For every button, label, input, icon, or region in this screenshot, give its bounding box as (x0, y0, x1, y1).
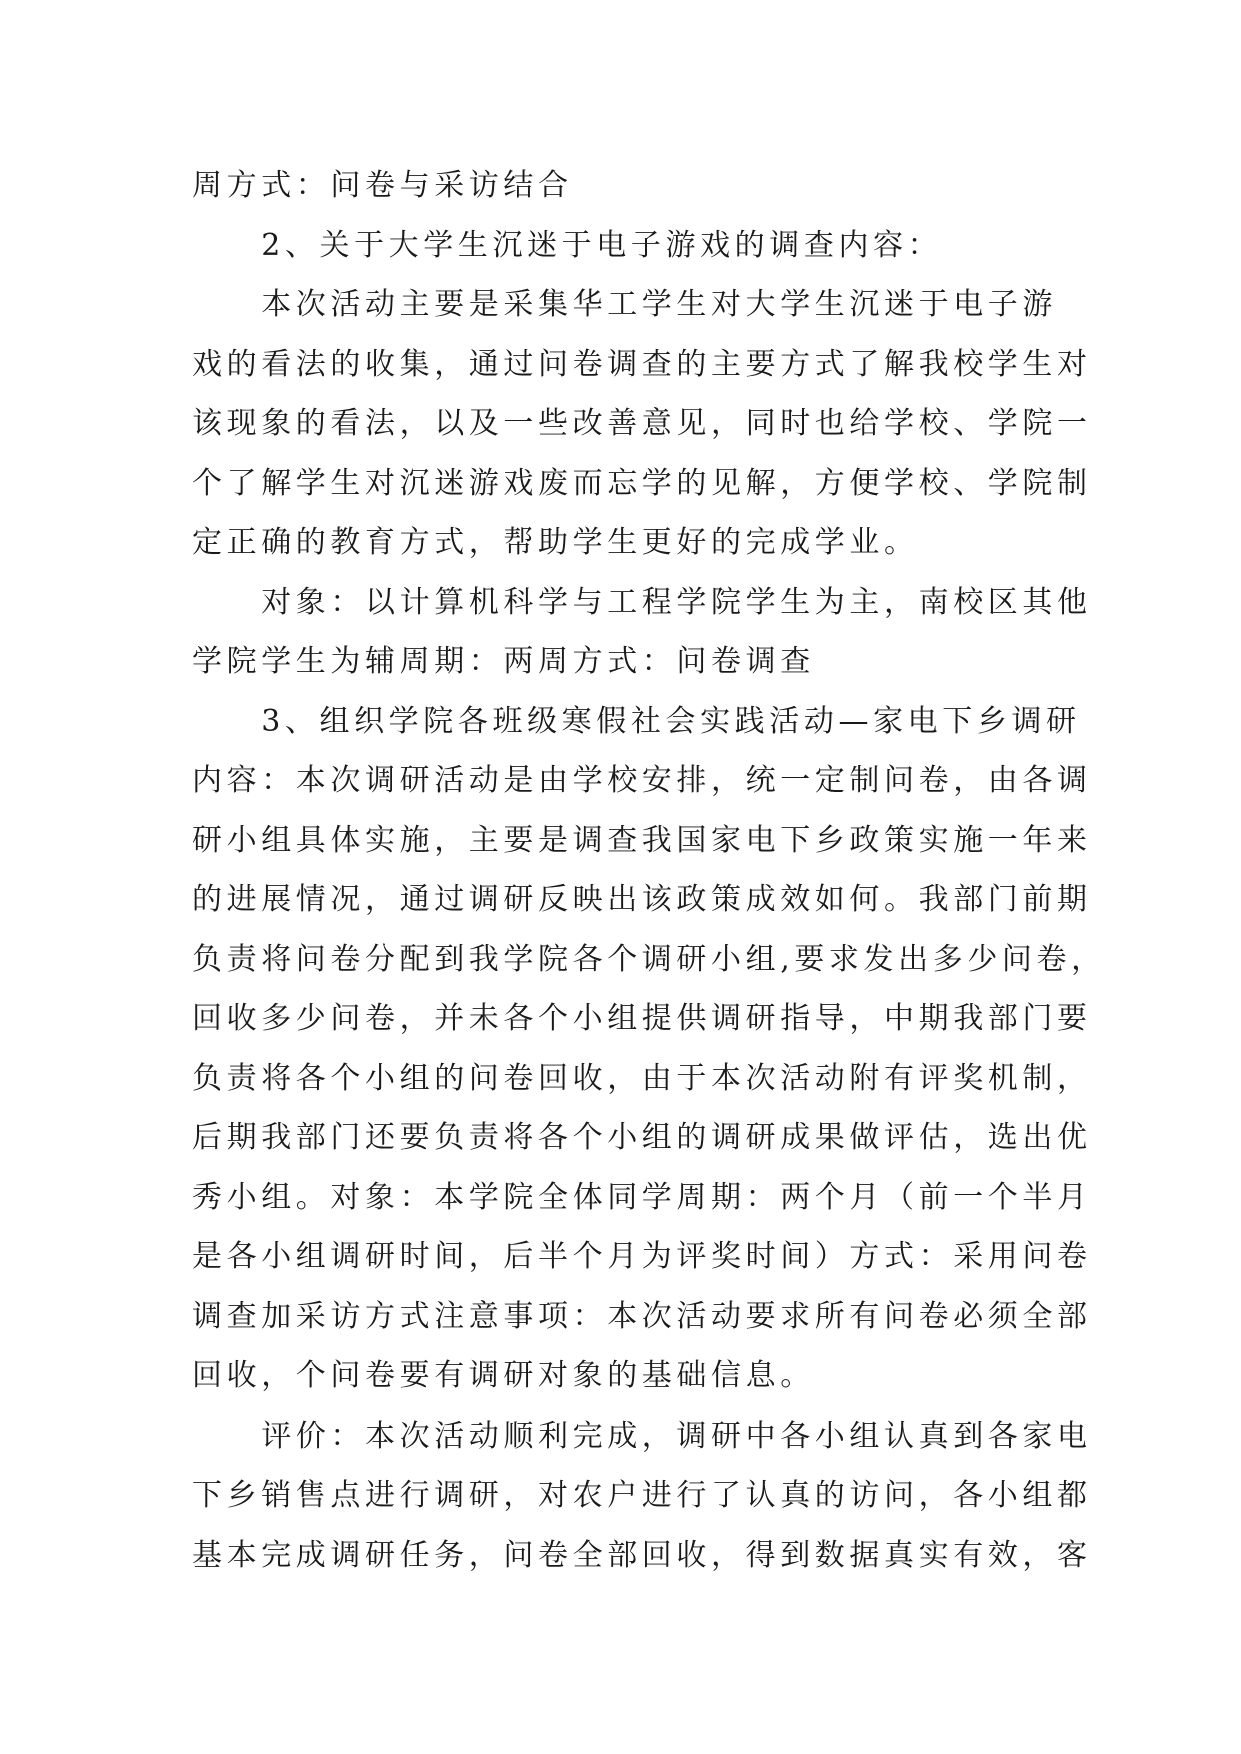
text-line: 后期我部门还要负责将各个小组的调研成果做评估，选出优 (192, 1120, 1092, 1155)
text-line: 调查加采访方式注意事项：本次活动要求所有问卷必须全部 (192, 1298, 1092, 1334)
text-line: 负责将各个小组的问卷回收，由于本次活动附有评奖机制， (192, 1060, 1092, 1096)
text-line: 周方式：问卷与采访结合 (192, 168, 573, 203)
text-line: 本次活动主要是采集华工学生对大学生沉迷于电子游 (192, 287, 1057, 322)
text-line: 回收，个问卷要有调研对象的基础信息。 (192, 1358, 815, 1393)
text-line: 研小组具体实施，主要是调查我国家电下乡政策实施一年来 (192, 822, 1092, 858)
text-line: 秀小组。对象：本学院全体同学周期：两个月（前一个半月 (192, 1179, 1092, 1215)
text-line: 评价：本次活动顺利完成，调研中各小组认真到各家电 (192, 1418, 1092, 1454)
text-line: 戏的看法的收集，通过问卷调查的主要方式了解我校学生对 (192, 346, 1092, 382)
text-line: 负责将问卷分配到我学院各个调研小组,要求发出多少问卷， (192, 941, 1106, 977)
text-line: 内容：本次调研活动是由学校安排，统一定制问卷，由各调 (192, 763, 1092, 798)
body-text (192, 156, 1106, 1585)
text-line: 下乡销售点进行调研，对农户进行了认真的访问，各小组都 (192, 1478, 1092, 1513)
text-line: 2、关于大学生沉迷于电子游戏的调查内容： (192, 227, 943, 263)
text-line: 定正确的教育方式，帮助学生更好的完成学业。 (192, 525, 919, 560)
text-line: 回收多少问卷，并未各个小组提供调研指导，中期我部门要 (192, 1001, 1092, 1036)
text-line: 该现象的看法，以及一些改善意见，同时也给学校、学院一 (192, 406, 1092, 441)
text-line: 学院学生为辅周期：两周方式：问卷调查 (192, 644, 815, 679)
text-line: 个了解学生对沉迷游戏废而忘学的见解，方便学校、学院制 (192, 465, 1092, 501)
text-line: 是各小组调研时间，后半个月为评奖时间）方式：采用问卷 (192, 1239, 1092, 1274)
text-line: 的进展情况，通过调研反映出该政策成效如何。我部门前期 (192, 882, 1092, 917)
text-line: 对象：以计算机科学与工程学院学生为主，南校区其他 (192, 584, 1092, 620)
text-line: 3、组织学院各班级寒假社会实践活动—家电下乡调研 (192, 703, 1081, 739)
text-line: 基本完成调研任务，问卷全部回收，得到数据真实有效，客 (192, 1537, 1092, 1573)
